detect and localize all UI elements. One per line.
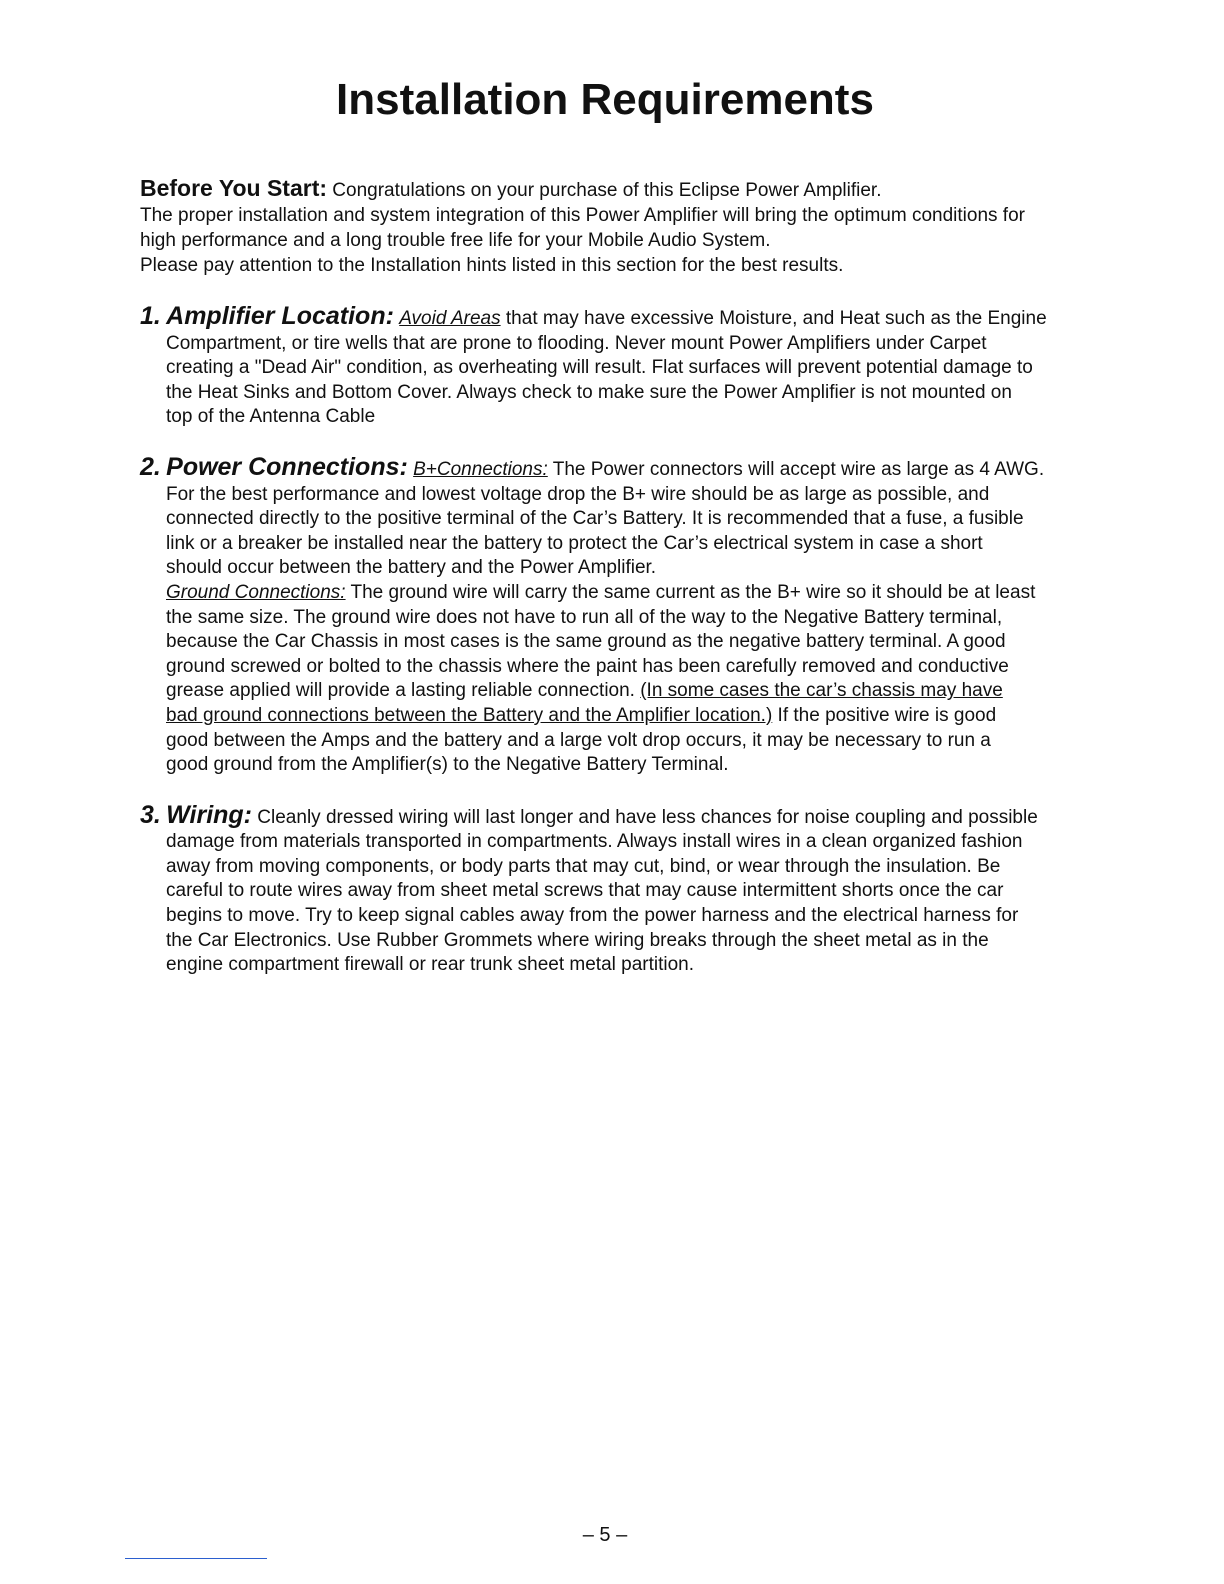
body-line: For the best performance and lowest voltage drop the B+ wire should be as large as possible, and — [166, 483, 990, 505]
section-subheading: Avoid Areas — [399, 308, 501, 329]
body-line: creating a "Dead Air" condition, as overheating will result. Flat surfaces will prevent potential damage to — [166, 357, 1033, 379]
ground-first-line: The ground wire will carry the same current as the B+ wire so it should be at least — [345, 581, 1036, 603]
section-heading: Power Connections: — [166, 452, 408, 481]
body-line: the same size. The ground wire does not have to run all of the way to the Negative Battery terminal, — [166, 606, 1003, 628]
section-body — [140, 483, 1100, 778]
body-line: If the positive wire is good — [772, 704, 997, 726]
section-heading: Wiring: — [166, 800, 253, 829]
section-number: 3. — [140, 800, 161, 829]
sections-list — [140, 304, 1100, 1003]
page-number: – 5 – — [582, 1524, 628, 1546]
intro-line: high performance and a long trouble free life for your Mobile Audio System. — [140, 230, 771, 251]
section-wiring — [140, 800, 1100, 978]
intro-line: Please pay attention to the Installation hints listed in this section for the best results. — [140, 255, 844, 276]
section-first-line: that may have excessive Moisture, and Heat such as the Engine — [500, 308, 1047, 329]
body-line: should occur between the battery and the Power Amplifier. — [166, 557, 657, 579]
body-line: good between the Amps and the battery and a large volt drop occurs, it may be necessary to run a — [166, 729, 991, 751]
intro-paragraph — [140, 176, 1100, 278]
body-line: careful to route wires away from sheet metal screws that may cause intermittent shorts once the car — [166, 880, 1004, 902]
section-subheading: B+Connections: — [413, 458, 548, 480]
intro-lead: Congratulations on your purchase of this Eclipse Power Amplifier. — [332, 180, 882, 201]
intro-line: The proper installation and system integration of this Power Amplifier will bring the optimum conditions for — [140, 205, 1025, 226]
body-line: Compartment, or tire wells that are prone to flooding. Never mount Power Amplifiers under Carpet — [166, 332, 987, 354]
body-line: ground screwed or bolted to the chassis where the paint has been carefully removed and conductive — [166, 655, 1009, 677]
page-title: Installation Requirements — [336, 75, 874, 124]
body-line: connected directly to the positive terminal of the Car’s Battery. It is recommended that a fuse, a fusible — [166, 508, 1024, 530]
section-heading: Amplifier Location: — [166, 302, 394, 330]
body-line: grease applied will provide a lasting reliable connection. — [166, 680, 641, 702]
body-line: the Heat Sinks and Bottom Cover. Always check to make sure the Power Amplifier is not mounted on — [166, 381, 1012, 403]
body-line: begins to move. Try to keep signal cables away from the power harness and the electrical harness for — [166, 905, 1019, 927]
body-line: away from moving components, or body parts that may cut, bind, or wear through the insulation. Be — [166, 855, 1001, 877]
body-line: damage from materials transported in compartments. Always install wires in a clean organized fashion — [166, 831, 1023, 853]
underlined-note: (In some cases the car’s chassis may have — [640, 680, 1003, 702]
body-line: good ground from the Amplifier(s) to the Negative Battery Terminal. — [166, 754, 729, 776]
section-first-line: Cleanly dressed wiring will last longer and have less chances for noise coupling and possible — [252, 806, 1038, 828]
section-body — [140, 332, 1100, 430]
section-number: 2. — [140, 452, 161, 481]
body-line: link or a breaker be installed near the battery to protect the Car’s electrical system in case a short — [166, 532, 983, 554]
ground-subheading: Ground Connections: — [166, 581, 346, 603]
body-line: the Car Electronics. Use Rubber Grommets where wiring breaks through the sheet metal as in the — [166, 929, 989, 951]
section-first-line: The Power connectors will accept wire as large as 4 AWG. — [547, 458, 1045, 480]
intro-heading: Before You Start: — [140, 175, 328, 201]
body-line: top of the Antenna Cable — [166, 406, 376, 428]
section-amplifier-location — [140, 304, 1100, 430]
section-number: 1. — [140, 302, 161, 330]
section-body — [140, 830, 1100, 978]
body-line: engine compartment firewall or rear trunk sheet metal partition. — [166, 954, 695, 976]
body-line: because the Car Chassis in most cases is the same ground as the negative battery terminal. A good — [166, 631, 1006, 653]
section-power-connections — [140, 452, 1100, 778]
underlined-note: bad ground connections between the Battery and the Amplifier location.) — [166, 704, 773, 726]
footer-rule — [125, 1558, 267, 1559]
